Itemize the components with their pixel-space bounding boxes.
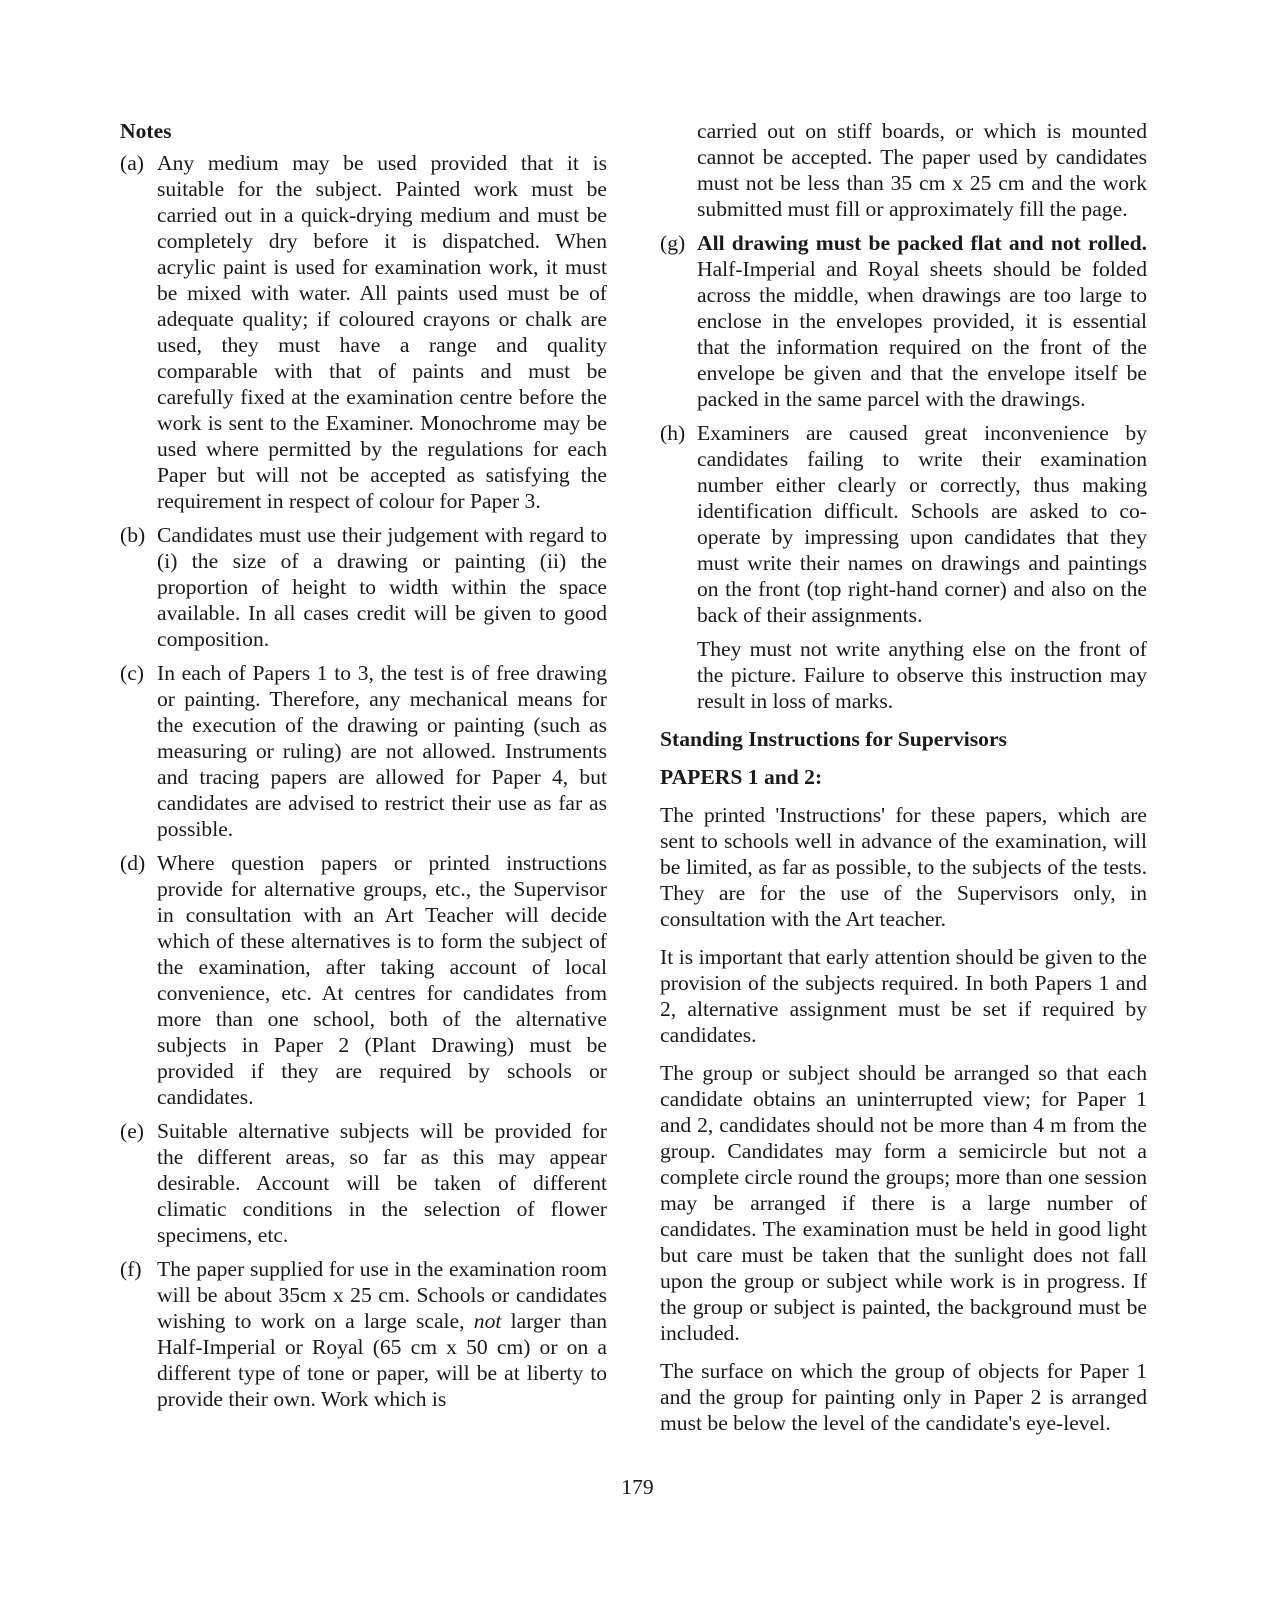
note-text: Examiners are caused great inconvenience by candidates failing to write their examination number either clearly or correctly, thus making identification difficult. Schools are asked to co-operate by impressing upon candidates that they must write their names on drawings and paintings on the front (top right-hand corner) and also on the back of their assignments. — [697, 421, 1147, 627]
note-f-continued: carried out on stiff boards, or which is mounted cannot be accepted. The paper used by candidates must not be less than 35 cm x 25 cm and the work submitted must fill or approximately fill the page. — [697, 119, 1147, 221]
note-label: (e) — [120, 1119, 144, 1143]
note-label: (f) — [120, 1257, 142, 1281]
paragraph: The printed 'Instructions' for these papers, which are sent to schools well in advance of the examination, will be limited, as far as possible, to the subjects of the tests. They are for the use of the Supervisors only, in consultation with the Art teacher. — [660, 803, 1147, 931]
paragraph: It is important that early attention should be given to the provision of the subjects required. In both Papers 1 and 2, alternative assignment must be set if required by candidates. — [660, 945, 1147, 1047]
note-label: (c) — [120, 661, 144, 685]
note-f — [120, 1256, 607, 1412]
note-text: Any medium may be used provided that it is suitable for the subject. Painted work must be carried out in a quick-drying medium and must be completely dry before it is dispatched. When acrylic paint is used for examination work, it must be mixed with water. All paints used must be of adequate quality; if coloured crayons or chalk are used, they must have a range and quality comparable with that of paints and must be carefully fixed at the examination centre before the work is sent to the Examiner. Monochrome may be used where permitted by the regulations for each Paper but will not be accepted as satisfying the requirement in respect of colour for Paper 3. — [157, 151, 607, 513]
note-text: larger than Half-Imperial or Royal (65 cm x 50 cm) or on a different type of tone or paper, will be at liberty to provide their own. Work which is — [157, 1309, 607, 1411]
note-emphasis: not — [473, 1309, 502, 1333]
note-text: Suitable alternative subjects will be provided for the different areas, so far as this may appear desirable. Account will be taken of different climatic conditions in the selection of flower specimens, etc. — [157, 1119, 607, 1247]
note-label: (h) — [660, 421, 686, 445]
note-e — [120, 1118, 607, 1248]
section-heading: Standing Instructions for Supervisors — [660, 727, 1007, 751]
note-d — [120, 850, 607, 1110]
page-number: 179 — [621, 1475, 654, 1499]
note-label: (g) — [660, 231, 686, 255]
note-label: (d) — [120, 851, 146, 875]
note-text: In each of Papers 1 to 3, the test is of free drawing or painting. Therefore, any mechanical means for the execution of the drawing or painting (such as measuring or ruling) are not allowed. Instruments and tracing papers are allowed for Paper 4, but candidates are advised to restrict their use as far as possible. — [157, 661, 607, 841]
note-h-extra: They must not write anything else on the front of the picture. Failure to observe this instruction may result in loss of marks. — [697, 637, 1147, 713]
papers-heading: PAPERS 1 and 2: — [660, 765, 823, 789]
note-g — [660, 230, 1147, 412]
note-label: (a) — [120, 151, 144, 175]
note-bold-text: All drawing must be packed flat and not rolled. — [697, 231, 1147, 255]
note-b — [120, 522, 607, 652]
note-text: Candidates must use their judgement with regard to (i) the size of a drawing or painting (ii) the proportion of height to width within the space available. In all cases credit will be given to good composition. — [157, 523, 607, 651]
note-a — [120, 150, 607, 514]
notes-heading: Notes — [120, 119, 172, 143]
left-column — [120, 118, 607, 1420]
note-text: The paper supplied for use in the examination room will be about 35cm x 25 cm. Schools or candidates wishing to work on a large scale, — [157, 1257, 607, 1333]
note-text: Where question papers or printed instructions provide for alternative groups, etc., the Supervisor in consultation with an Art Teacher will decide which of these alternatives is to form the subject of the examination, after taking account of local convenience, etc. At centres for candidates from more than one school, both of the alternative subjects in Paper 2 (Plant Drawing) must be provided if they are required by schools or candidates. — [157, 851, 607, 1109]
note-c — [120, 660, 607, 842]
note-h — [660, 420, 1147, 628]
paragraph: The group or subject should be arranged so that each candidate obtains an uninterrupted view; for Paper 1 and 2, candidates should not be more than 4 m from the group. Candidates may form a semicircle but not a complete circle round the groups; more than one session may be arranged if there is a large number of candidates. The examination must be held in good light but care must be taken that the sunlight does not fall upon the group or subject while work is in progress. If the group or subject is painted, the background must be included. — [660, 1061, 1147, 1345]
right-column — [660, 118, 1147, 1448]
note-text: Half-Imperial and Royal sheets should be folded across the middle, when drawings are too large to enclose in the envelopes provided, it is essential that the information required on the front of the envelope be given and that the envelope itself be packed in the same parcel with the drawings. — [697, 257, 1147, 411]
note-label: (b) — [120, 523, 146, 547]
paragraph: The surface on which the group of objects for Paper 1 and the group for painting only in Paper 2 is arranged must be below the level of the candidate's eye-level. — [660, 1359, 1147, 1435]
